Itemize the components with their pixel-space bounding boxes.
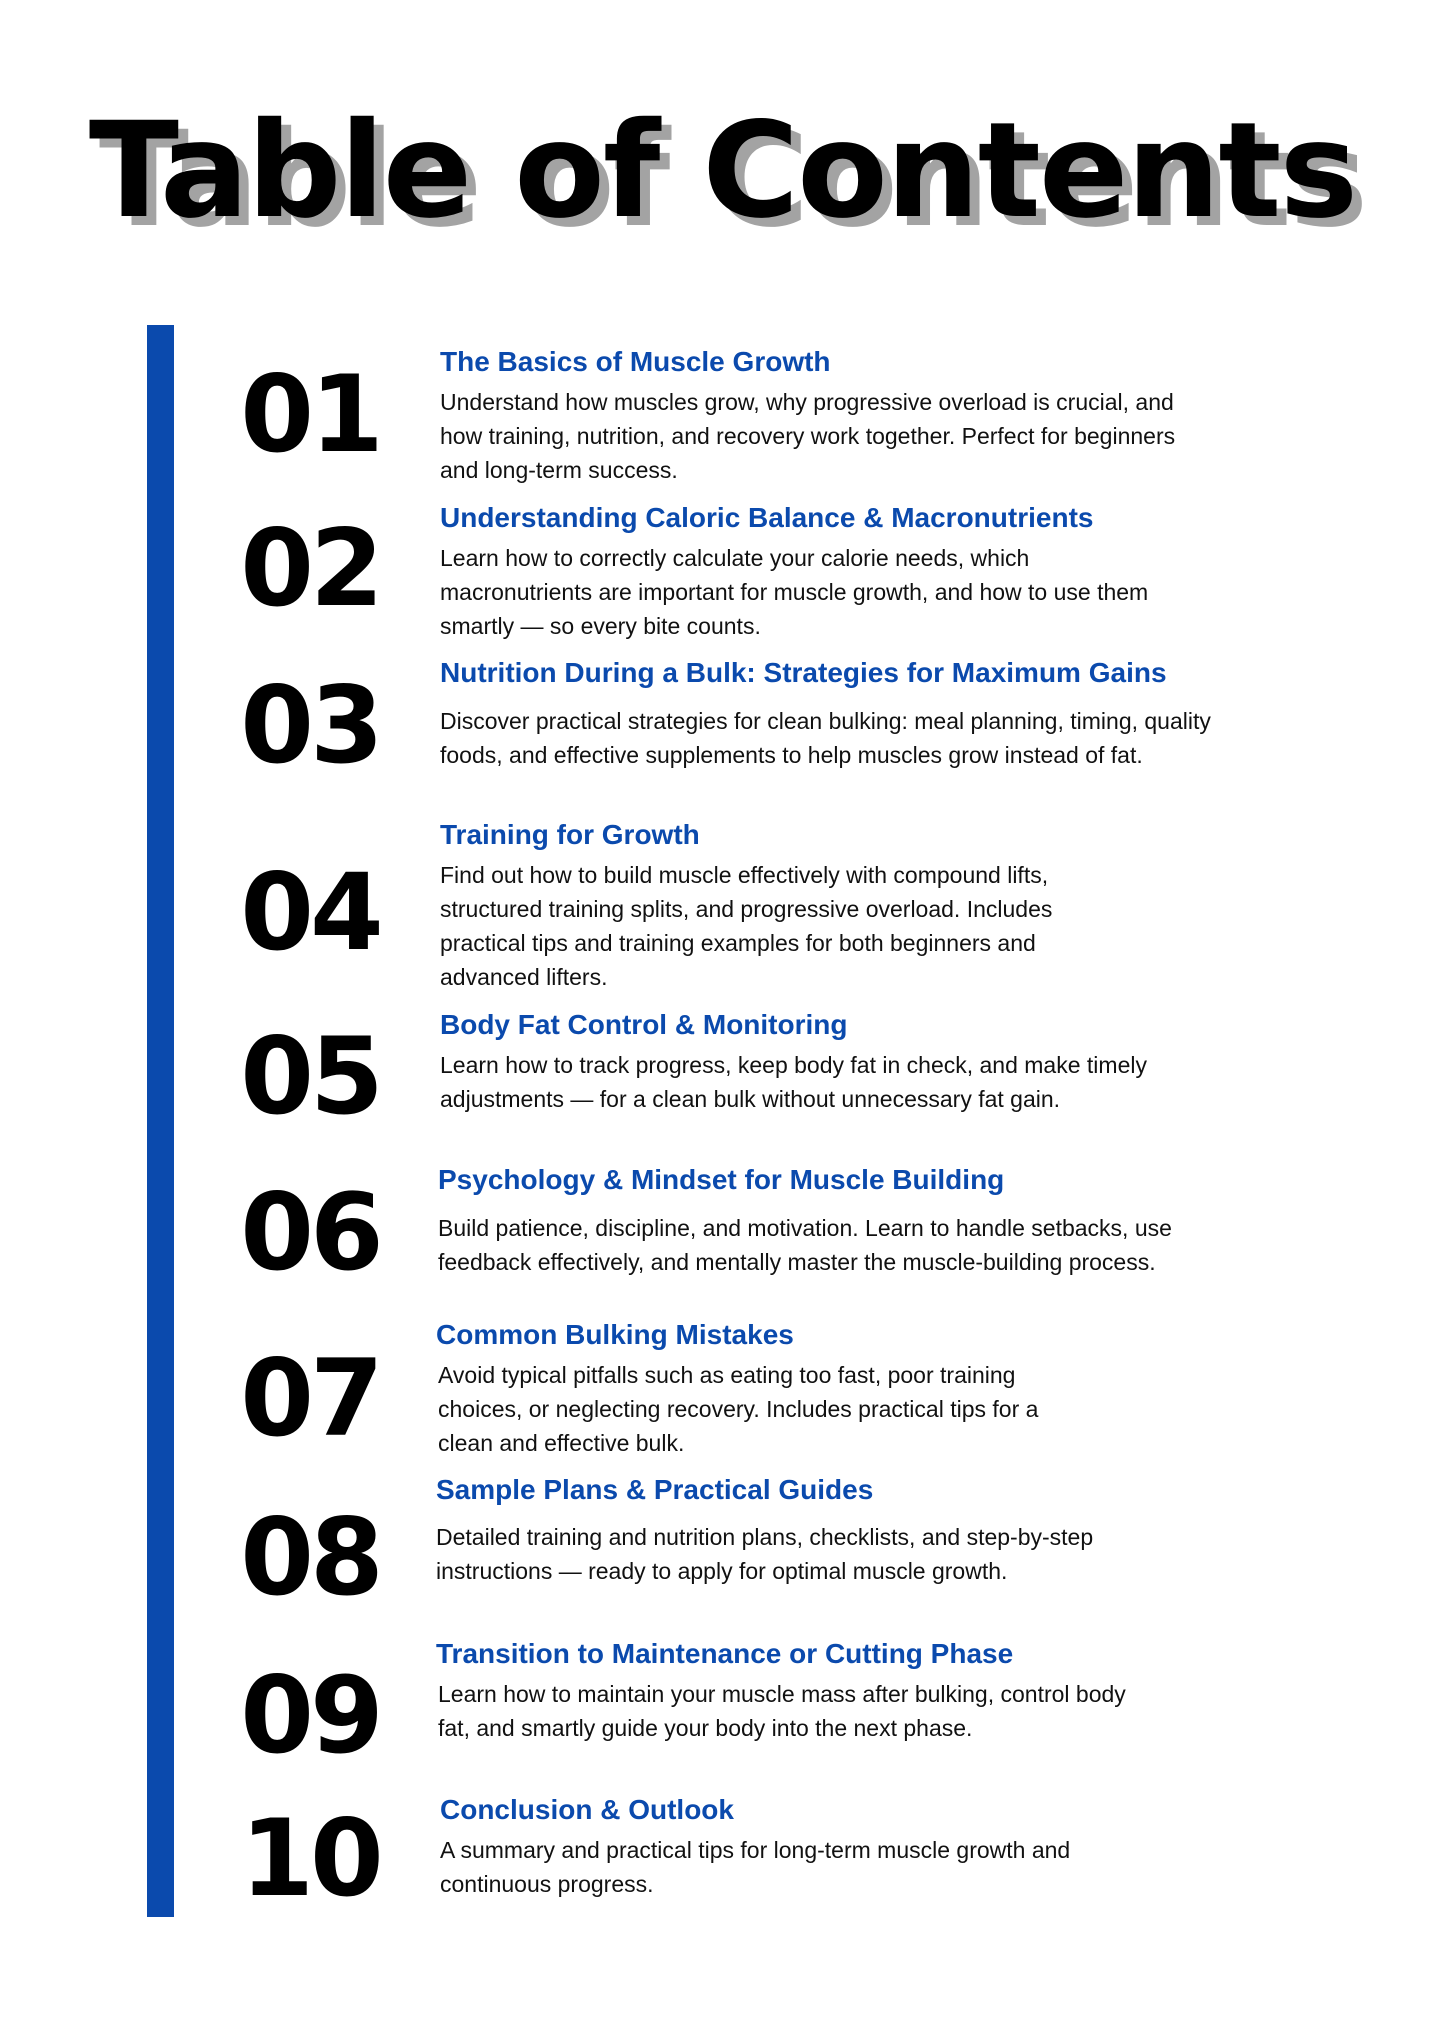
entry-description: Find out how to build muscle effectively with compound lifts, structured training splits, and progressive overload. Includes practical tips and training examples for both beginners and advanced lifters. [440, 862, 1053, 990]
entry-number: 08 [240, 1496, 380, 1619]
entry-description: Learn how to maintain your muscle mass after bulking, control body fat, and smartly guide your body into the next phase. [438, 1681, 1126, 1741]
entry-description: Detailed training and nutrition plans, checklists, and step-by-step instructions — ready to apply for optimal muscle growth. [436, 1524, 1094, 1584]
page-title: Table of Contents [88, 94, 1357, 248]
entry-title[interactable]: Nutrition During a Bulk: Strategies for Maximum Gains [440, 657, 1167, 688]
entry-title[interactable]: Understanding Caloric Balance & Macronutrients [440, 502, 1094, 533]
entry-title[interactable]: Psychology & Mindset for Muscle Building [438, 1164, 1005, 1195]
entry-description: Discover practical strategies for clean bulking: meal planning, timing, quality foods, and effective supplements to help muscles grow instead of fat. [440, 708, 1211, 768]
accent-bar [147, 325, 174, 1917]
entry-title[interactable]: Training for Growth [440, 819, 700, 850]
entry-number: 09 [240, 1654, 380, 1777]
entry-number: 02 [240, 507, 380, 630]
entry-number: 05 [240, 1015, 380, 1138]
entry-number: 03 [240, 664, 380, 787]
entry-number: 06 [240, 1171, 380, 1294]
entry-title[interactable]: Common Bulking Mistakes [436, 1319, 794, 1350]
entry-title[interactable]: Transition to Maintenance or Cutting Phase [436, 1638, 1014, 1669]
entry-description: Build patience, discipline, and motivation. Learn to handle setbacks, use feedback effectively, and mentally master the muscle-building process. [438, 1215, 1172, 1275]
entry-number: 01 [240, 353, 380, 476]
entry-title[interactable]: Conclusion & Outlook [440, 1794, 734, 1825]
entry-number: 04 [240, 851, 380, 974]
entry-description: Avoid typical pitfalls such as eating too fast, poor training choices, or neglecting recovery. Includes practical tips for a clean and effective bulk. [438, 1362, 1039, 1456]
entry-number: 10 [240, 1797, 380, 1920]
entry-title[interactable]: Sample Plans & Practical Guides [436, 1474, 874, 1505]
entry-title[interactable]: Body Fat Control & Monitoring [440, 1009, 848, 1040]
entry-title[interactable]: The Basics of Muscle Growth [440, 346, 831, 377]
entry-description: Learn how to correctly calculate your calorie needs, which macronutrients are important for muscle growth, and how to use them smartly — so every bite counts. [440, 545, 1149, 639]
entry-description: Understand how muscles grow, why progressive overload is crucial, and how training, nutrition, and recovery work together. Perfect for beginners and long-term success. [440, 389, 1176, 483]
entry-description: A summary and practical tips for long-term muscle growth and continuous progress. [440, 1837, 1071, 1897]
entry-description: Learn how to track progress, keep body fat in check, and make timely adjustments — for a clean bulk without unnecessary fat gain. [440, 1052, 1147, 1112]
entry-number: 07 [240, 1337, 380, 1460]
